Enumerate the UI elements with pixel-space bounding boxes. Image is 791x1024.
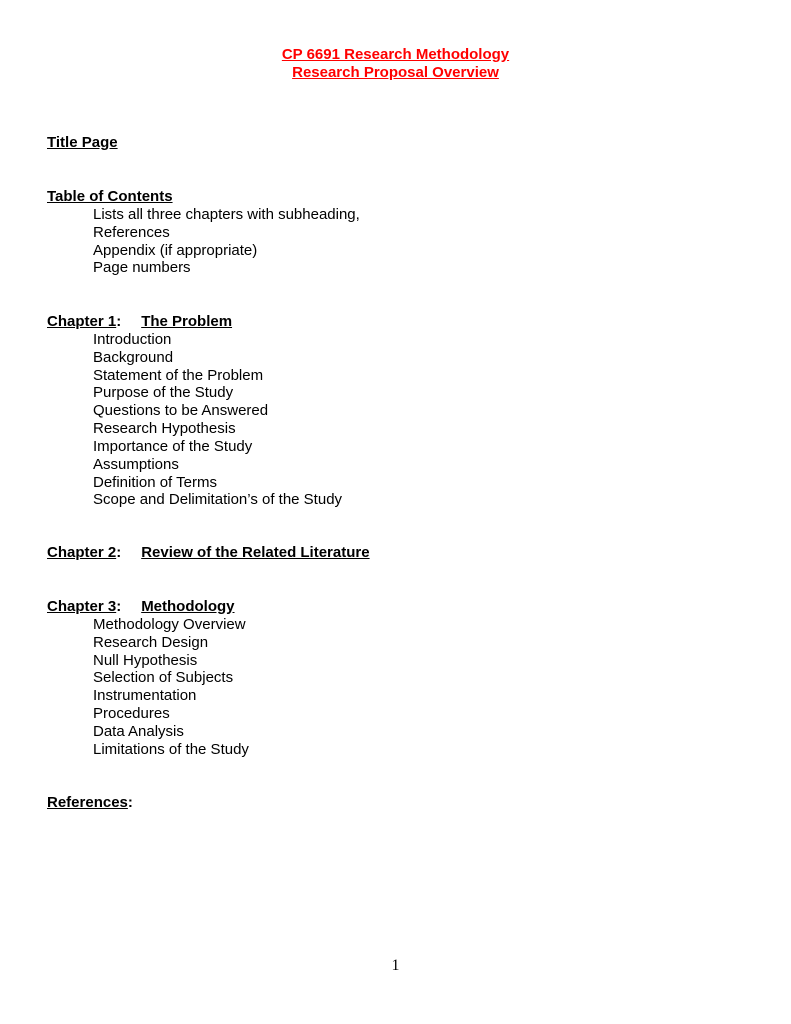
list-item: Selection of Subjects — [93, 669, 234, 687]
list-item: Instrumentation — [93, 687, 197, 705]
heading-title-page: Title Page — [47, 134, 118, 151]
list-item: Definition of Terms — [93, 473, 217, 491]
section-toc — [47, 188, 360, 277]
chapter-label: Chapter 1 — [47, 313, 117, 330]
heading-chapter-3 — [47, 598, 249, 616]
heading-chapter-1 — [47, 313, 342, 331]
list-item: References — [93, 223, 170, 241]
heading-chapter-2 — [47, 544, 370, 562]
document-title — [0, 46, 791, 82]
list-item: Research Design — [93, 633, 209, 651]
list-item: Limitations of the Study — [93, 740, 249, 758]
list-item: Page numbers — [93, 259, 191, 277]
section-chapter-1 — [47, 313, 342, 509]
chapter-title: Methodology — [141, 598, 235, 615]
list-item: Data Analysis — [93, 722, 184, 740]
heading-toc: Table of Contents — [47, 188, 173, 205]
list-item: Methodology Overview — [93, 615, 246, 633]
chapter-title: Review of the Related Literature — [141, 544, 370, 561]
list-item: Null Hypothesis — [93, 651, 198, 669]
list-item: Introduction — [93, 330, 172, 348]
list-item: Procedures — [93, 705, 170, 723]
section-chapter-3 — [47, 598, 249, 759]
list-item: Importance of the Study — [93, 437, 253, 455]
section-chapter-2 — [47, 544, 370, 562]
list-item: Scope and Delimitation’s of the Study — [93, 491, 343, 509]
colon: : — [116, 544, 122, 561]
page-number: 1 — [391, 957, 400, 974]
list-item: Research Hypothesis — [93, 420, 236, 438]
chapter-label: Chapter 2 — [47, 544, 117, 561]
chapter-title: The Problem — [141, 313, 233, 330]
title-line-2: Research Proposal Overview — [292, 64, 499, 81]
heading-references — [47, 794, 133, 812]
list-item: Purpose of the Study — [93, 384, 234, 402]
list-item: Lists all three chapters with subheading, — [93, 205, 360, 223]
chapter-label: Chapter 3 — [47, 598, 117, 615]
colon: : — [127, 794, 133, 811]
list-item: Questions to be Answered — [93, 402, 269, 420]
references-label: References — [47, 794, 128, 811]
title-line-1: CP 6691 Research Methodology — [281, 46, 510, 63]
list-item: Appendix (if appropriate) — [93, 241, 258, 259]
section-title-page — [47, 134, 118, 152]
list-item: Statement of the Problem — [93, 366, 264, 384]
colon: : — [116, 598, 122, 615]
list-item: Assumptions — [93, 455, 179, 473]
section-references — [47, 794, 133, 812]
list-item: Background — [93, 348, 174, 366]
colon: : — [116, 313, 122, 330]
